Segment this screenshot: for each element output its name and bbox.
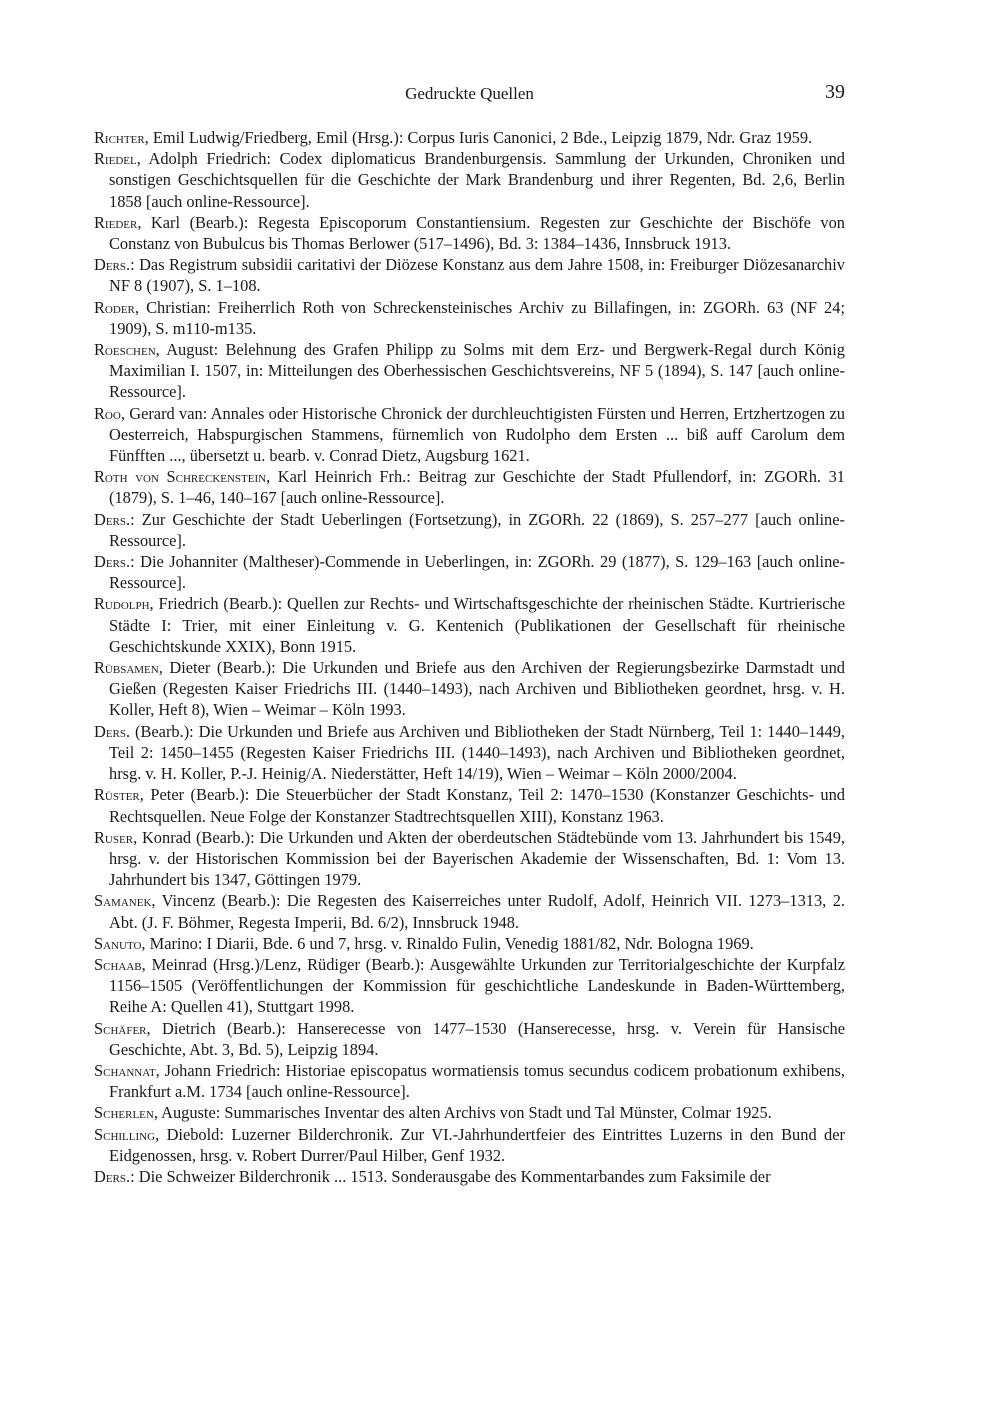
bibliography-entry xyxy=(94,890,845,932)
bibliography-entry xyxy=(94,1102,845,1123)
entry-text: , Adolph Friedrich: Codex diplomaticus Brandenburgensis. Sammlung der Urkunden, Chroniken und sonstigen Geschichtsquellen für die Geschichte der Mark Brandenburg und ihrer Regenten, Bd. 2,6, Berlin 1858 [auch online-Ressource]. xyxy=(109,149,845,211)
bibliography-entry xyxy=(94,954,845,1018)
entry-text: , Friedrich (Bearb.): Quellen zur Rechts- und Wirtschaftsgeschichte der rheinischen Städte. Kurtrierische Städte I: Trier, mit einer Einleitung v. G. Kentenich (Publikationen der Gesellschaft für rheinische Geschichtskunde XXIX), Bonn 1915. xyxy=(109,594,845,656)
entry-text: , Meinrad (Hrsg.)/Lenz, Rüdiger (Bearb.): Ausgewählte Urkunden zur Territorialgeschichte der Kurpfalz 1156–1505 (Veröffentlichungen der Kommission für geschichtliche Landeskunde in Baden-Württemberg, Reihe A: Quellen 41), Stuttgart 1998. xyxy=(109,954,845,1017)
entry-author: Ders. xyxy=(94,552,131,572)
entry-text: , Vincenz (Bearb.): Die Regesten des Kaiserreiches unter Rudolf, Adolf, Heinrich VII. 1273–1313, 2. Abt. (J. F. Böhmer, Regesta Imperii, Bd. 6/2), Innsbruck 1948. xyxy=(109,891,845,932)
bibliography-entry xyxy=(94,827,845,891)
entry-text: (Bearb.): Die Urkunden und Briefe aus Archiven und Bibliotheken der Stadt Nürnberg, Teil 1: 1440–1449, Teil 2: 1450–1455 (Regesten Kaiser Friedrichs III. (1440–1493), nach Archiven und Bibliotheken geordnet, hrsg. v. H. Koller, P.-J. Heinig/A. Niederstätter, Heft 14/19), Wien – Weimar – Köln 2000/2004. xyxy=(109,721,845,784)
page-number: 39 xyxy=(825,81,845,103)
entry-author: Roo xyxy=(94,403,121,423)
entry-text: , Auguste: Summarisches Inventar des alten Archivs von Stadt und Tal Münster, Colmar 1925. xyxy=(153,1103,772,1123)
entry-author: Riedel xyxy=(94,149,137,169)
bibliography-entry xyxy=(94,784,845,826)
entry-author: Samanek xyxy=(94,891,152,911)
entry-text: : Die Johanniter (Maltheser)-Commende in Ueberlingen, in: ZGORh. 29 (1877), S. 129–163 [auch online-Ressource]. xyxy=(109,552,845,593)
bibliography-entry xyxy=(94,127,845,148)
entry-text: , Dietrich (Bearb.): Hanserecesse von 1477–1530 (Hanserecesse, hrsg. v. Verein für Hansische Geschichte, Abt. 3, Bd. 5), Leipzig 1894. xyxy=(109,1018,845,1059)
bibliography-entry xyxy=(94,593,845,657)
bibliography-entry xyxy=(94,1060,845,1102)
entry-author: Schilling xyxy=(94,1124,156,1144)
entry-author: Schäfer xyxy=(94,1018,147,1038)
bibliography-entry xyxy=(94,339,845,403)
entry-author: Scherlen xyxy=(94,1103,154,1123)
bibliography-entry xyxy=(94,466,845,508)
entry-text: , Diebold: Luzerner Bilderchronik. Zur VI.-Jahrhundertfeier des Eintrittes Luzerns in den Bund der Eidgenossen, hrsg. v. Robert Durrer/Paul Hilber, Genf 1932. xyxy=(109,1124,845,1165)
bibliography-entry xyxy=(94,403,845,467)
entry-author: Roder xyxy=(94,297,135,317)
bibliography-entry xyxy=(94,657,845,721)
bibliography-entry xyxy=(94,1124,845,1166)
entry-author: Roth von Schreckenstein xyxy=(94,467,267,487)
entry-text: , Gerard van: Annales oder Historische Chronick der durchleuchtigisten Fürsten und Herren, Ertzhertzogen zu Oesterreich, Habspurgischen Stammens, fürnemlich von Rudolpho dem Ersten ... biß auff Carolum dem Fünfften ..., übersetzt u. bearb. v. Conrad Dietz, Augsburg 1621. xyxy=(109,403,845,466)
entry-text: , Johann Friedrich: Historiae episcopatus wormatiensis tomus secundus codicem probationum exhibens, Frankfurt a.M. 1734 [auch online-Ressource]. xyxy=(109,1060,845,1102)
bibliography-entry xyxy=(94,721,845,785)
entry-text: , Konrad (Bearb.): Die Urkunden und Akten der oberdeutschen Städtebünde vom 13. Jahrhundert bis 1549, hrsg. v. der Historischen Kommission bei der Bayerischen Akademie der Wissenschaften, Bd. 1: Vom 13. Jahrhundert bis 1347, Göttingen 1979. xyxy=(109,827,845,890)
bibliography-list xyxy=(94,127,845,1187)
entry-text: , Dieter (Bearb.): Die Urkunden und Briefe aus den Archiven der Regierungsbezirke Darmstadt und Gießen (Regesten Kaiser Friedrichs III. (1440–1493), nach Archiven und Bibliotheken geordnet, hrsg. v. H. Koller, Heft 8), Wien – Weimar – Köln 1993. xyxy=(109,658,845,720)
entry-author: Ruser xyxy=(94,827,134,847)
entry-author: Ders. xyxy=(94,509,131,529)
entry-text: : Die Schweizer Bilderchronik ... 1513. Sonderausgabe des Kommentarbandes zum Faksimile der xyxy=(130,1166,771,1186)
bibliography-entry xyxy=(94,551,845,593)
entry-author: Schaab xyxy=(94,954,142,974)
entry-text: , Karl Heinrich Frh.: Beitrag zur Geschichte der Stadt Pfullendorf, in: ZGORh. 31 (1879), S. 1–46, 140–167 [auch online-Ressource]. xyxy=(109,467,845,508)
entry-text: , August: Belehnung des Grafen Philipp zu Solms mit dem Erz- und Bergwerk-Regal durch König Maximilian I. 1507, in: Mitteilungen des Oberhessischen Geschichtsvereins, NF 5 (1894), S. 147 [auch online-Ressource]. xyxy=(109,340,845,402)
bibliography-entry xyxy=(94,297,845,339)
entry-text: , Emil Ludwig/Friedberg, Emil (Hrsg.): Corpus Iuris Canonici, 2 Bde., Leipzig 1879, Ndr. Graz 1959. xyxy=(144,128,813,147)
bibliography-entry xyxy=(94,148,845,212)
bibliography-entry xyxy=(94,1166,845,1187)
entry-text: , Marino: I Diarii, Bde. 6 und 7, hrsg. v. Rinaldo Fulin, Venedig 1881/82, Ndr. Bologna 1969. xyxy=(141,933,754,953)
bibliography-entry xyxy=(94,933,845,954)
entry-author: Rübsamen xyxy=(94,658,159,678)
entry-author: Schannat xyxy=(94,1060,156,1080)
entry-author: Rüster xyxy=(94,785,140,805)
entry-author: Ders. xyxy=(94,255,131,275)
entry-author: Ders. xyxy=(94,721,131,741)
entry-author: Rieder xyxy=(94,212,138,232)
bibliography-entry xyxy=(94,1018,845,1060)
entry-text: , Christian: Freiherrlich Roth von Schreckensteinisches Archiv zu Billafingen, in: ZGORh. 63 (NF 24; 1909), S. m110-m135. xyxy=(109,297,845,338)
entry-text: : Zur Geschichte der Stadt Ueberlingen (Fortsetzung), in ZGORh. 22 (1869), S. 257–277 [auch online-Ressource]. xyxy=(109,509,845,550)
bibliography-entry xyxy=(94,212,845,254)
entry-author: Richter xyxy=(94,128,145,147)
entry-text: , Peter (Bearb.): Die Steuerbücher der Stadt Konstanz, Teil 2: 1470–1530 (Konstanzer Geschichts- und Rechtsquellen. Neue Folge der Konstanzer Stadtrechtsquellen XIII), Konstanz 1963. xyxy=(109,785,845,826)
entry-text: : Das Registrum subsidii caritativi der Diözese Konstanz aus dem Jahre 1508, in: Freiburger Diözesanarchiv NF 8 (1907), S. 1–108. xyxy=(109,255,845,296)
entry-author: Roeschen xyxy=(94,340,156,360)
entry-text: , Karl (Bearb.): Regesta Episcoporum Constantiensium. Regesten zur Geschichte der Bischöfe von Constanz von Bubulcus bis Thomas Berlower (517–1496), Bd. 3: 1384–1436, Innsbruck 1913. xyxy=(109,212,845,254)
bibliography-entry xyxy=(94,254,845,296)
entry-author: Ders. xyxy=(94,1166,131,1186)
entry-author: Sanuto xyxy=(94,933,142,953)
running-head xyxy=(94,82,845,106)
running-title: Gedruckte Quellen xyxy=(405,84,534,103)
entry-author: Rudolph xyxy=(94,594,150,614)
bibliography-entry xyxy=(94,509,845,551)
